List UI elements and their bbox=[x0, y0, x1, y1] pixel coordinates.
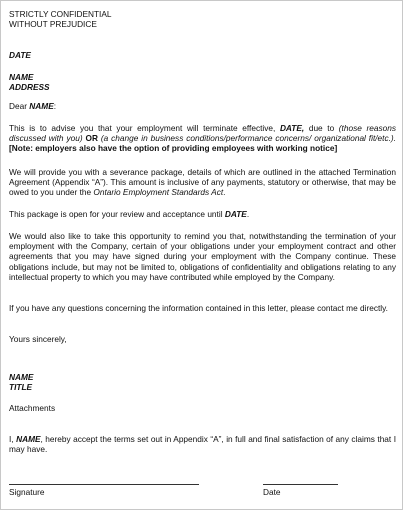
signer-name: NAME bbox=[9, 372, 34, 382]
acceptance-text-1: I, bbox=[9, 434, 17, 444]
recipient-address: ADDRESS bbox=[9, 82, 50, 92]
termination-paragraph bbox=[9, 123, 396, 154]
salutation-name: NAME bbox=[29, 101, 54, 111]
closing: Yours sincerely, bbox=[9, 334, 67, 344]
obligations-paragraph: We would also like to take this opportunity to remind you that, notwithstanding the termination of your employment with the Company, certain of your obligations under your employment contract and other agreements that you may have signed during your employment with the Company continue. These obligations include, but may not be limited to, obligations of confidentiality and obligations relating to any intellectual property to which you may have contributed while employed by the Company. bbox=[9, 231, 396, 282]
para2-text-2: . bbox=[223, 187, 226, 198]
para1-note: [Note: employers also have the option of providing employees with working notice] bbox=[9, 143, 338, 154]
signature-line bbox=[9, 484, 199, 485]
header-line-2: WITHOUT PREJUDICE bbox=[9, 19, 97, 30]
para3-text-2: . bbox=[246, 209, 250, 219]
para3-text-1: This package is open for your review and acceptance until bbox=[9, 209, 225, 219]
acceptance-name: NAME bbox=[16, 434, 41, 444]
para1-or: OR bbox=[82, 133, 101, 144]
acceptance-deadline-paragraph bbox=[9, 209, 396, 219]
acceptance-statement bbox=[9, 434, 396, 454]
signature-label: Signature bbox=[9, 487, 45, 497]
salutation-suffix: : bbox=[53, 101, 57, 111]
recipient-name: NAME bbox=[9, 72, 34, 82]
date-line bbox=[263, 484, 338, 485]
date-label: Date bbox=[263, 487, 281, 497]
confidential-header bbox=[9, 9, 396, 29]
para3-date: DATE bbox=[224, 209, 247, 219]
acceptance-text-2: , hereby accept the terms set out in Appendix “A”, in full and final satisfaction of any claims that I may have. bbox=[9, 434, 397, 455]
signer-title: TITLE bbox=[9, 382, 33, 392]
severance-paragraph bbox=[9, 167, 396, 198]
para1-text-1: This is to advise you that your employment will terminate effective, bbox=[9, 123, 280, 133]
para1-option-1: (those reasons discussed with you) bbox=[9, 123, 396, 144]
date-placeholder: DATE bbox=[9, 50, 31, 60]
attachments-label: Attachments bbox=[9, 403, 56, 413]
salutation bbox=[9, 101, 396, 111]
para2-act: Ontario Employment Standards Act bbox=[93, 187, 224, 198]
para2-text-1: We will provide you with a severance package, details of which are outlined in the attached Termination Agreement (Appendix “A”). This amount is inclusive of any payments, statutory or otherwise, that may be owed to you under the bbox=[9, 167, 396, 198]
para1-date: DATE, bbox=[279, 123, 305, 133]
questions-paragraph: If you have any questions concerning the information contained in this letter, please contact me directly. bbox=[9, 303, 388, 313]
para1-option-2: (a change in business conditions/performance concerns/ organizational fit/etc.). bbox=[100, 133, 397, 144]
para1-text-2: due to bbox=[304, 123, 339, 133]
header-line-1: STRICTLY CONFIDENTIAL bbox=[9, 9, 112, 19]
salutation-prefix: Dear bbox=[9, 101, 30, 111]
